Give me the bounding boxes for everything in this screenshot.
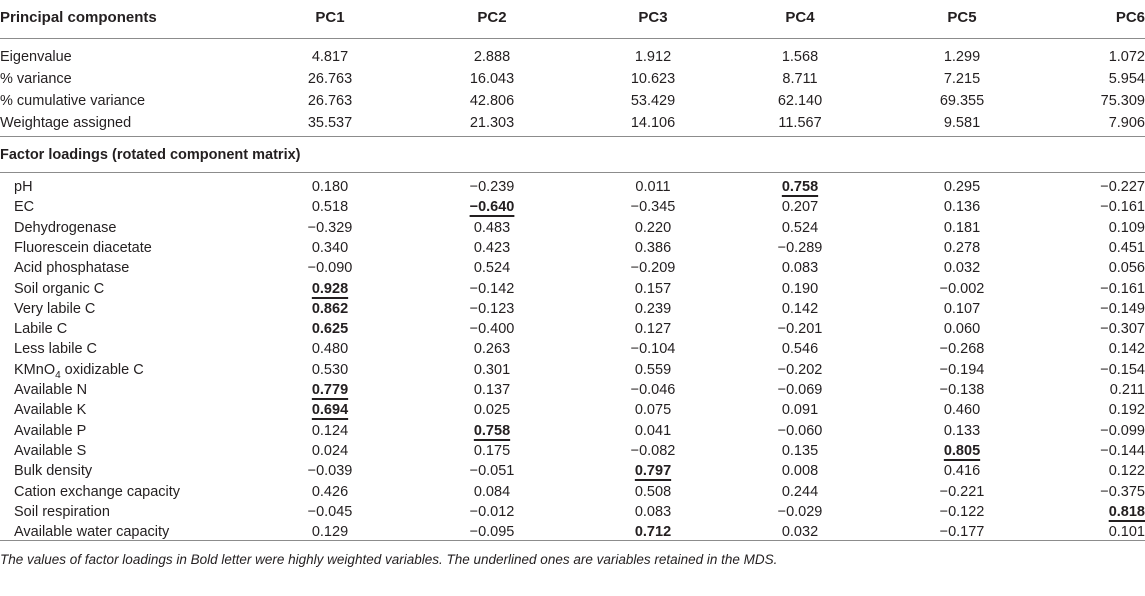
section-title: Factor loadings (rotated component matrix)	[0, 147, 301, 163]
table-cell: −0.239	[469, 179, 515, 195]
table-cell: 0.805	[943, 442, 981, 459]
table-cell: −0.194	[939, 361, 985, 378]
row-label: Available K	[14, 402, 87, 419]
row-label: Soil organic C	[14, 280, 105, 297]
table-cell: −0.095	[469, 524, 515, 541]
table-cell: 69.355	[939, 93, 985, 109]
table-cell: 0.135	[781, 442, 819, 459]
table-cell: 21.303	[469, 115, 515, 131]
table-cell: 0.142	[781, 300, 819, 317]
table-cell: 75.309	[1100, 93, 1145, 109]
table-cell: 0.060	[943, 321, 981, 338]
table-cell: 26.763	[307, 93, 353, 109]
table-cell: 0.712	[634, 524, 672, 541]
row-label: Cation exchange capacity	[14, 483, 181, 500]
table-row	[0, 501, 1145, 523]
table-cell: 0.056	[1108, 260, 1145, 277]
table-cell: 0.508	[634, 483, 672, 500]
table-cell: 0.416	[943, 463, 981, 480]
row-label: Acid phosphatase	[14, 260, 130, 277]
table-cell: 0.518	[311, 199, 349, 216]
table-cell: −0.046	[630, 382, 676, 398]
table-cell: 0.758	[781, 179, 819, 195]
stats-divider	[0, 136, 1145, 137]
row-label: KMnO$_4$ oxidizable C	[14, 361, 144, 381]
table-cell: −0.640	[469, 199, 515, 216]
table-cell: 0.524	[473, 260, 511, 277]
table-row	[0, 176, 1145, 198]
table-cell: 7.215	[943, 71, 981, 87]
row-label: Available S	[14, 442, 87, 459]
footnote: The values of factor loadings in Bold letter were highly weighted variables. The underlined ones are variables retained in the MDS.	[0, 552, 778, 567]
table-cell: 4.817	[311, 49, 349, 65]
table-cell: 9.581	[943, 115, 981, 131]
row-label: Weightage assigned	[0, 115, 132, 131]
table-cell: 0.207	[781, 199, 819, 216]
table-cell: −0.345	[630, 199, 676, 216]
table-cell: 0.137	[473, 382, 511, 398]
table-cell: 42.806	[469, 93, 515, 109]
table-cell: 53.429	[630, 93, 676, 109]
table-cell: 0.129	[311, 524, 349, 541]
table-cell: −0.144	[1100, 442, 1145, 459]
section-divider	[0, 172, 1145, 173]
table-cell: 7.906	[1108, 115, 1145, 131]
table-cell: 0.862	[311, 300, 349, 317]
table-cell: 0.426	[311, 483, 349, 500]
table-cell: −0.002	[939, 280, 985, 297]
table-row	[0, 420, 1145, 442]
table-cell: 1.299	[943, 49, 981, 65]
table-cell: 26.763	[307, 71, 353, 87]
table-header-row	[0, 7, 1145, 29]
table-cell: 1.568	[781, 49, 819, 65]
table-row	[0, 68, 1145, 90]
table-cell: −0.400	[469, 321, 515, 338]
row-label: % variance	[0, 71, 72, 87]
table-row	[0, 217, 1145, 239]
table-cell: 10.623	[630, 71, 676, 87]
table-cell: 0.386	[634, 239, 672, 256]
table-cell: 0.192	[1108, 402, 1145, 419]
table-cell: 0.480	[311, 341, 349, 358]
table-row	[0, 196, 1145, 218]
table-cell: 0.107	[943, 300, 981, 317]
header-pc1: PC1	[315, 9, 345, 26]
row-label: % cumulative variance	[0, 93, 146, 109]
table-cell: −0.221	[939, 483, 985, 500]
table-cell: 0.340	[311, 239, 349, 256]
table-cell: −0.161	[1100, 199, 1145, 216]
table-cell: 0.032	[943, 260, 981, 277]
table-cell: −0.051	[469, 463, 515, 480]
table-cell: 0.263	[473, 341, 511, 358]
table-row	[0, 399, 1145, 421]
table-cell: 0.032	[781, 524, 819, 541]
table-cell: −0.154	[1100, 361, 1145, 378]
table-cell: 0.136	[943, 199, 981, 216]
table-cell: −0.082	[630, 442, 676, 459]
table-cell: 0.041	[634, 422, 672, 439]
table-cell: 0.779	[311, 382, 349, 398]
table-cell: 0.483	[473, 219, 511, 236]
table-cell: 0.301	[473, 361, 511, 378]
table-cell: 1.912	[634, 49, 672, 65]
table-cell: 0.278	[943, 239, 981, 256]
section-title-row	[0, 144, 1145, 166]
table-cell: 0.142	[1108, 341, 1145, 358]
table-row	[0, 318, 1145, 340]
table-cell: 0.084	[473, 483, 511, 500]
table-cell: −0.289	[777, 239, 823, 256]
header-pc6: PC6	[1115, 9, 1145, 26]
table-cell: 11.567	[778, 115, 822, 131]
table-bottom-rule	[0, 540, 1145, 541]
table-cell: 0.083	[781, 260, 819, 277]
table-cell: −0.069	[777, 382, 823, 398]
table-cell: 0.530	[311, 361, 349, 378]
table-cell: −0.039	[307, 463, 353, 480]
header-divider	[0, 38, 1145, 39]
table-cell: 14.106	[630, 115, 676, 131]
table-cell: 0.423	[473, 239, 511, 256]
table-cell: 0.239	[634, 300, 672, 317]
table-cell: 0.928	[311, 280, 349, 297]
table-cell: −0.227	[1100, 179, 1145, 195]
row-label: pH	[14, 179, 33, 195]
table-cell: 0.011	[635, 179, 671, 195]
table-cell: −0.045	[307, 503, 353, 520]
table-cell: 35.537	[307, 115, 353, 131]
table-cell: −0.122	[939, 503, 985, 520]
table-cell: −0.123	[469, 300, 515, 317]
table-cell: 0.797	[634, 463, 672, 480]
table-cell: 5.954	[1108, 71, 1145, 87]
row-label: Soil respiration	[14, 503, 110, 520]
table-cell: −0.375	[1100, 483, 1145, 500]
table-cell: 0.075	[634, 402, 672, 419]
row-label: Bulk density	[14, 463, 93, 480]
table-cell: 0.220	[634, 219, 672, 236]
table-cell: 1.072	[1108, 49, 1145, 65]
header-pc2: PC2	[477, 9, 507, 26]
header-label: Principal components	[0, 9, 157, 26]
table-cell: 0.124	[311, 422, 349, 439]
table-cell: 62.140	[777, 93, 823, 109]
table-cell: 0.122	[1108, 463, 1145, 480]
table-cell: 0.180	[311, 179, 349, 195]
table-cell: 0.694	[311, 402, 349, 419]
table-row	[0, 46, 1145, 68]
table-cell: 0.211	[1109, 382, 1145, 398]
table-cell: −0.142	[469, 280, 515, 297]
table-cell: 0.083	[634, 503, 672, 520]
table-row	[0, 460, 1145, 482]
table-cell: 0.024	[311, 442, 349, 459]
row-label: Eigenvalue	[0, 49, 72, 65]
table-cell: 0.524	[781, 219, 819, 236]
table-cell: 0.190	[781, 280, 819, 297]
table-cell: −0.161	[1100, 280, 1145, 297]
table-cell: 0.818	[1108, 503, 1145, 520]
table-cell: 0.133	[943, 422, 981, 439]
table-cell: −0.201	[777, 321, 823, 338]
table-cell: −0.138	[939, 382, 985, 398]
table-cell: −0.329	[307, 219, 353, 236]
table-cell: 0.295	[943, 179, 981, 195]
table-cell: 0.091	[781, 402, 819, 419]
table-cell: −0.060	[777, 422, 823, 439]
table-cell: −0.202	[777, 361, 823, 378]
table-cell: −0.149	[1100, 300, 1145, 317]
table-cell: 0.546	[781, 341, 819, 358]
table-cell: 0.181	[943, 219, 981, 236]
table-cell: 16.043	[469, 71, 515, 87]
table-row	[0, 257, 1145, 279]
table-cell: −0.104	[630, 341, 676, 358]
row-label: Very labile C	[14, 300, 96, 317]
row-label: Available N	[14, 382, 88, 398]
table-cell: −0.012	[469, 503, 515, 520]
table-row	[0, 440, 1145, 462]
row-label: Dehydrogenase	[14, 219, 117, 236]
row-label: EC	[14, 199, 35, 216]
table-row	[0, 278, 1145, 300]
table-cell: 0.025	[473, 402, 511, 419]
row-label: Available P	[14, 422, 87, 439]
table-row	[0, 112, 1145, 134]
table-cell: −0.268	[939, 341, 985, 358]
table-cell: 0.109	[1108, 219, 1145, 236]
table-row	[0, 379, 1145, 401]
table-cell: 0.101	[1108, 524, 1145, 541]
table-row	[0, 237, 1145, 259]
table-row	[0, 298, 1145, 320]
row-label: Less labile C	[14, 341, 98, 358]
table-row	[0, 359, 1145, 381]
table-cell: −0.090	[307, 260, 353, 277]
header-pc5: PC5	[947, 9, 977, 26]
table-row	[0, 481, 1145, 503]
table-cell: 0.625	[311, 321, 349, 338]
table-cell: −0.307	[1100, 321, 1145, 338]
row-label: Labile C	[14, 321, 68, 338]
table-row	[0, 90, 1145, 112]
table-cell: 0.451	[1108, 239, 1145, 256]
table-row	[0, 338, 1145, 360]
table-cell: 8.711	[782, 71, 818, 87]
table-cell: 0.758	[473, 422, 511, 439]
table-cell: −0.029	[777, 503, 823, 520]
table-cell: −0.209	[630, 260, 676, 277]
table-cell: 0.127	[634, 321, 672, 338]
table-cell: −0.177	[939, 524, 985, 541]
table-cell: 0.175	[473, 442, 511, 459]
row-label: Fluorescein diacetate	[14, 239, 152, 256]
table-cell: 0.157	[634, 280, 672, 297]
header-pc4: PC4	[785, 9, 815, 26]
table-cell: 0.008	[781, 463, 819, 480]
table-cell: 2.888	[473, 49, 511, 65]
row-label: Available water capacity	[14, 524, 170, 541]
table-cell: −0.099	[1100, 422, 1145, 439]
table-cell: 0.244	[781, 483, 819, 500]
table-cell: 0.559	[634, 361, 672, 378]
table-cell: 0.460	[943, 402, 981, 419]
header-pc3: PC3	[638, 9, 668, 26]
